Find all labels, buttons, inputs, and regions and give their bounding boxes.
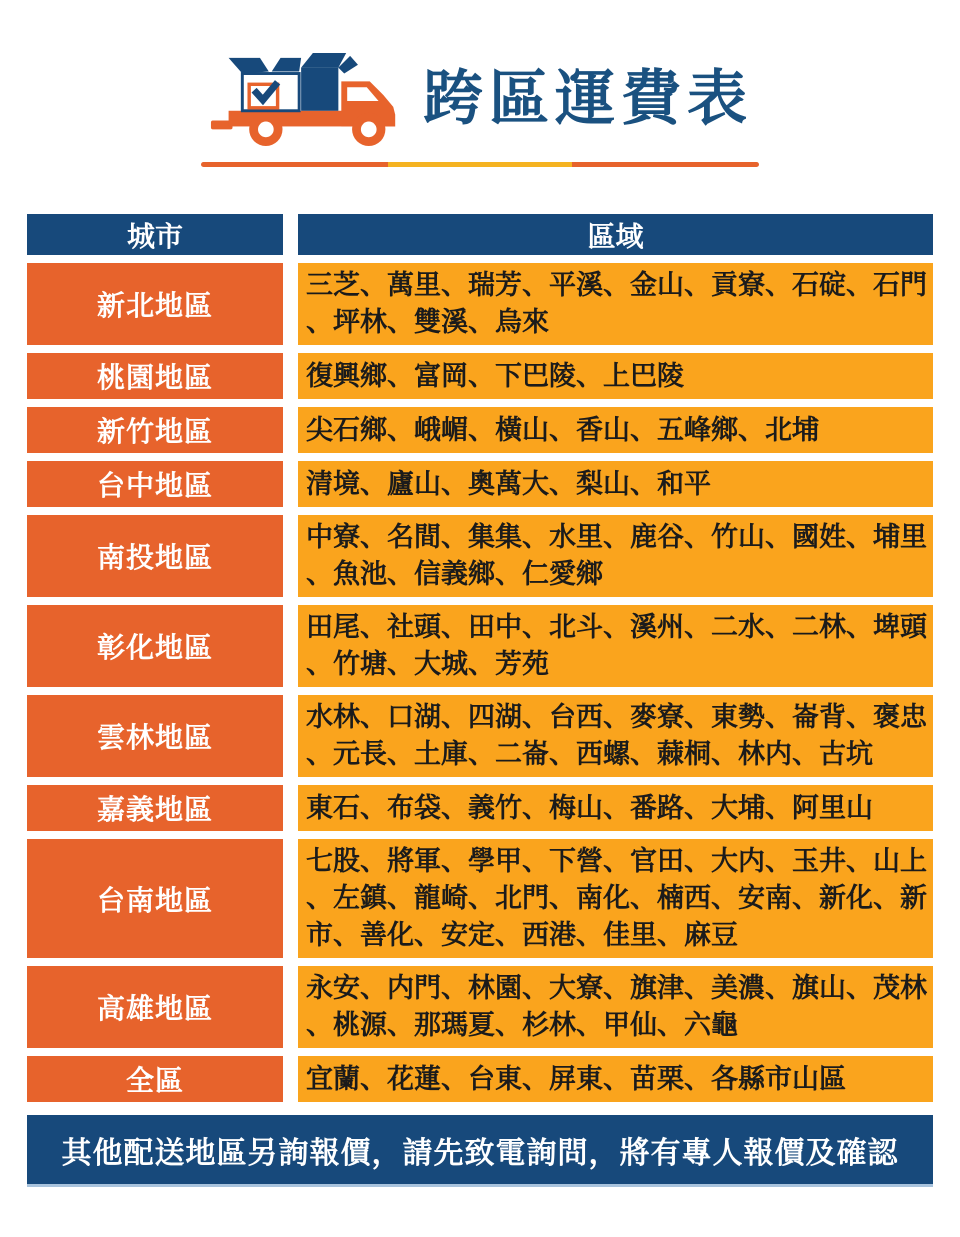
- page-title: 跨區運費表: [423, 65, 753, 132]
- city-cell: 高雄地區: [27, 966, 283, 1048]
- header: [0, 0, 960, 148]
- region-cell: 宜蘭、花蓮、台東、屏東、苗栗、各縣市山區: [298, 1056, 933, 1102]
- table-row: [27, 695, 933, 777]
- city-cell: 全區: [27, 1056, 283, 1102]
- header-divider: [201, 162, 759, 167]
- column-header-region: 區域: [298, 214, 933, 255]
- delivery-truck-icon: [207, 50, 407, 148]
- table-row: [27, 515, 933, 597]
- footer-note: 其他配送地區另詢報價，請先致電詢問，將有專人報價及確認: [27, 1115, 933, 1187]
- column-header-city: 城市: [27, 214, 283, 255]
- table-row: [27, 461, 933, 507]
- city-cell: 新北地區: [27, 263, 283, 345]
- table-row: [27, 785, 933, 831]
- table-row: [27, 966, 933, 1048]
- region-cell: 三芝、萬里、瑞芳、平溪、金山、貢寮、石碇、石門、坪林、雙溪、烏來: [298, 263, 933, 345]
- region-cell: 東石、布袋、義竹、梅山、番路、大埔、阿里山: [298, 785, 933, 831]
- city-cell: 彰化地區: [27, 605, 283, 687]
- table-row: [27, 839, 933, 958]
- region-cell: 清境、廬山、奧萬大、梨山、和平: [298, 461, 933, 507]
- city-cell: 台南地區: [27, 839, 283, 958]
- city-cell: 桃園地區: [27, 353, 283, 399]
- region-cell: 復興鄉、富岡、下巴陵、上巴陵: [298, 353, 933, 399]
- region-cell: 水林、口湖、四湖、台西、麥寮、東勢、崙背、褒忠、元長、土庫、二崙、西螺、蕀桐、林内、古坑: [298, 695, 933, 777]
- region-cell: 尖石鄉、峨嵋、橫山、香山、五峰鄉、北埔: [298, 407, 933, 453]
- city-cell: 新竹地區: [27, 407, 283, 453]
- city-cell: 雲林地區: [27, 695, 283, 777]
- table-row: [27, 263, 933, 345]
- city-cell: 台中地區: [27, 461, 283, 507]
- region-cell: 田尾、社頭、田中、北斗、溪州、二水、二林、埤頭、竹塘、大城、芳苑: [298, 605, 933, 687]
- table-row: [27, 605, 933, 687]
- region-cell: 永安、内門、林園、大寮、旗津、美濃、旗山、茂林、桃源、那瑪夏、杉林、甲仙、六龜: [298, 966, 933, 1048]
- table-header-row: [27, 214, 933, 255]
- city-cell: 南投地區: [27, 515, 283, 597]
- table-row: [27, 1056, 933, 1102]
- shipping-fee-table: [27, 214, 933, 1102]
- table-row: [27, 407, 933, 453]
- city-cell: 嘉義地區: [27, 785, 283, 831]
- table-row: [27, 353, 933, 399]
- region-cell: 中寮、名間、集集、水里、鹿谷、竹山、國姓、埔里、魚池、信義鄉、仁愛鄉: [298, 515, 933, 597]
- region-cell: 七股、將軍、學甲、下營、官田、大内、玉井、山上、左鎮、龍崎、北門、南化、楠西、安南、新化、新市、善化、安定、西港、佳里、麻豆: [298, 839, 933, 958]
